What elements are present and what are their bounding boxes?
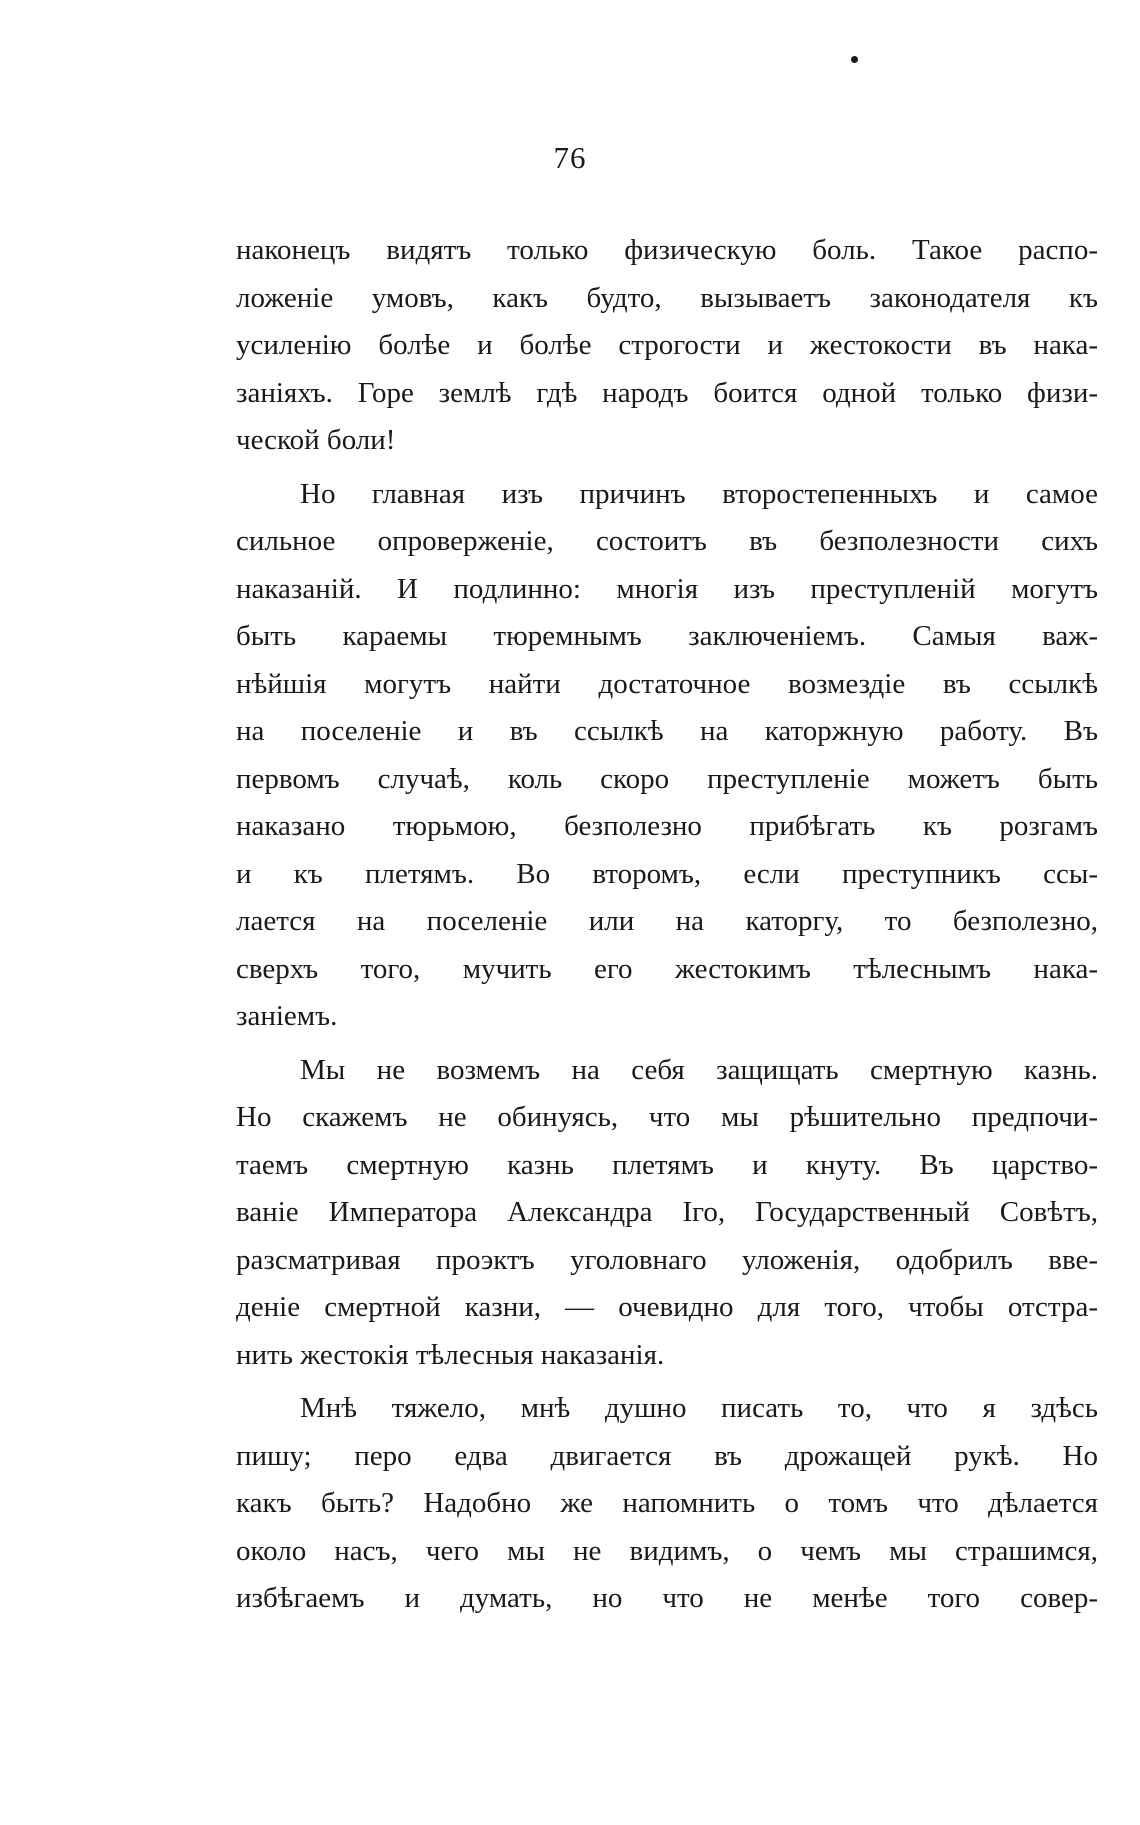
text-line: лается на поселеніе или на каторгу, то безполезно, [236, 905, 1098, 937]
text-line: ложеніе умовъ, какъ будто, вызываетъ законодателя къ [236, 281, 1098, 314]
text-line: таемъ смертную казнь плетямъ и кнуту. Въ царство- [236, 1148, 1098, 1181]
text-line: Но скажемъ не обинуясь, что мы рѣшительно предпочи- [236, 1101, 1098, 1133]
text-line: ваніе Императора Александра Іго, Государственный Совѣтъ, [236, 1196, 1098, 1228]
text-line: усиленію болѣе и болѣе строгости и жестокости въ нака- [236, 329, 1098, 361]
text-line: деніе смертной казни, — очевидно для того, чтобы отстра- [236, 1291, 1098, 1323]
text-line: избѣгаемъ и думать, но что не менѣе того совер- [236, 1582, 1098, 1614]
text-line: наказано тюрьмою, безполезно прибѣгать къ розгамъ [236, 810, 1098, 842]
page-number: 76 [553, 140, 587, 175]
text-line: быть караемы тюремнымъ заключеніемъ. Самыя важ- [236, 620, 1098, 652]
text-line: на поселеніе и въ ссылкѣ на каторжную работу. Въ [236, 715, 1098, 747]
text-line: нить жестокія тѣлесныя наказанія. [236, 1338, 665, 1371]
paragraph-1 [236, 227, 1098, 465]
text-line: и къ плетямъ. Во второмъ, если преступникъ ссы- [236, 857, 1098, 890]
page-body [236, 227, 1098, 1623]
text-line: ческой боли! [236, 424, 396, 456]
paragraph-2 [236, 471, 1098, 1041]
text-line: наказаній. И подлинно: многія изъ преступленій могутъ [236, 572, 1098, 605]
paragraph-3 [236, 1047, 1098, 1380]
stray-dot-mark [851, 56, 858, 63]
text-line: заніяхъ. Горе землѣ гдѣ народъ боится одной только физи- [236, 376, 1098, 409]
text-line: наконецъ видятъ только физическую боль. Такое распо- [236, 234, 1098, 266]
text-line: пишу; перо едва двигается въ дрожащей рукѣ. Но [236, 1439, 1098, 1472]
text-line: сверхъ того, мучить его жестокимъ тѣлеснымъ нака- [236, 952, 1098, 985]
text-line: разсматривая проэктъ уголовнаго уложенія, одобрилъ вве- [236, 1243, 1098, 1276]
text-line: Мы не возмемъ на себя защищать смертную казнь. [300, 1053, 1098, 1086]
paragraph-4 [236, 1385, 1098, 1623]
text-line: нѣйшія могутъ найти достаточное возмездіе въ ссылкѣ [236, 667, 1098, 700]
text-line: сильное опроверженіе, состоитъ въ безполезности сихъ [236, 525, 1098, 557]
text-line: первомъ случаѣ, коль скоро преступленіе можетъ быть [236, 762, 1098, 795]
text-line: заніемъ. [236, 1000, 338, 1032]
text-line: Мнѣ тяжело, мнѣ душно писать то, что я здѣсь [300, 1392, 1098, 1424]
text-line: Но главная изъ причинъ второстепенныхъ и самое [300, 477, 1098, 510]
text-line: около насъ, чего мы не видимъ, о чемъ мы страшимся, [236, 1534, 1098, 1567]
text-line: какъ быть? Надобно же напомнить о томъ что дѣлается [236, 1487, 1098, 1519]
